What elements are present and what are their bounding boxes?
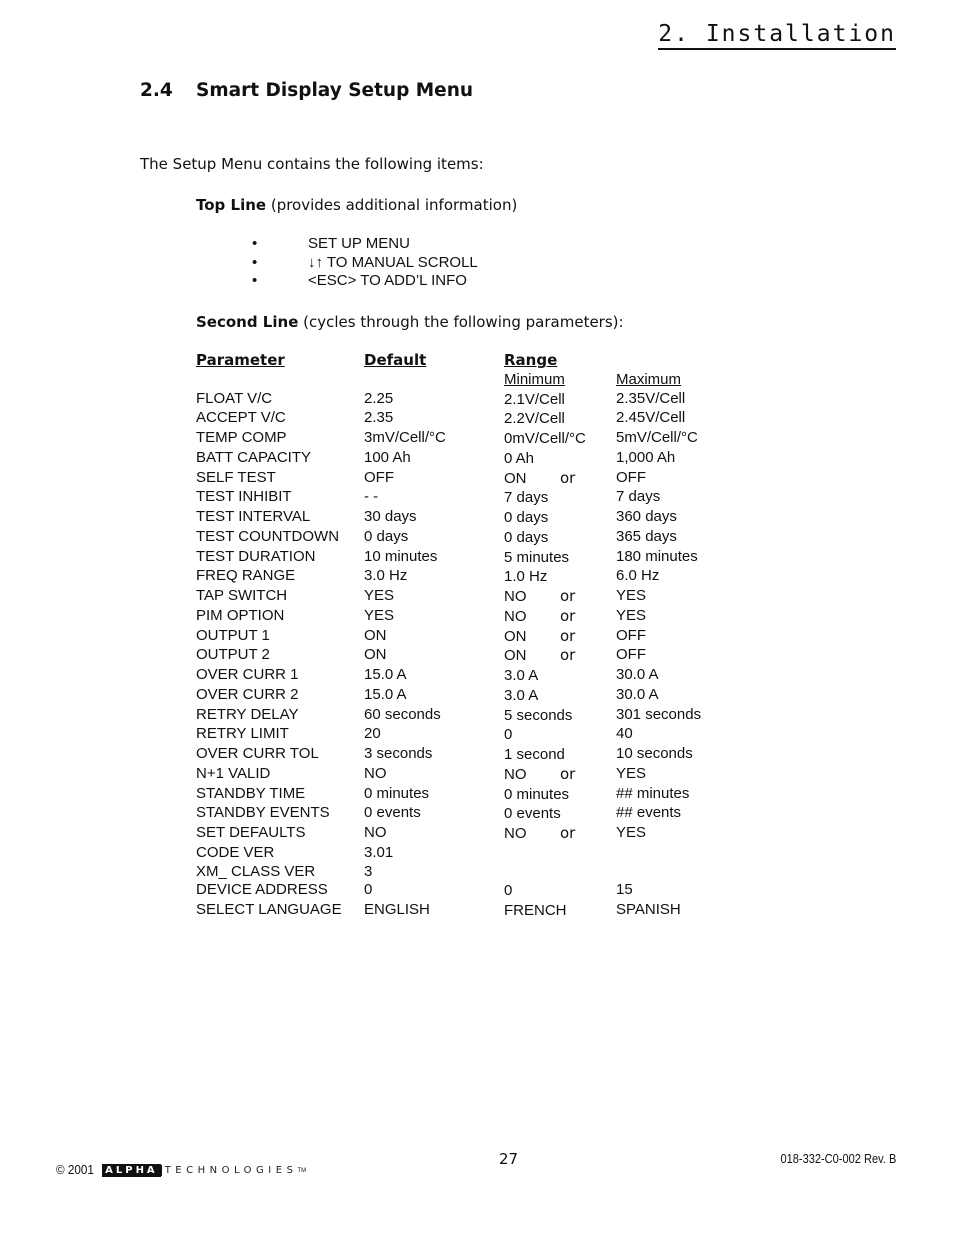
cell-minimum-value: NO [504,765,527,783]
cell-default: 3mV/Cell/°C [364,429,446,446]
cell-minimum [504,449,616,469]
or-text: or [560,606,576,625]
cell-minimum [504,666,616,686]
cell-parameter: FREQ RANGE [196,567,296,585]
cell-maximum: ## minutes [616,784,690,802]
cell-parameter: PIM OPTION [196,606,285,624]
table-row [196,548,736,568]
cell-default: YES [364,606,395,624]
bullet-icon: • [252,253,258,271]
or-text: or [560,587,576,605]
cell-maximum: 6.0 Hz [616,567,660,585]
cell-parameter: OVER CURR 1 [196,666,299,683]
cell-parameter: OUTPUT 1 [196,626,270,644]
table-row [196,567,736,587]
cell-default: 3.01 [364,843,394,861]
logo-trademark: TM [297,1167,307,1174]
table-row [196,844,736,863]
cell-parameter: OUTPUT 2 [196,646,270,664]
cell-maximum [616,844,736,863]
cell-default: 0 days [364,527,409,545]
chapter-title: 2. Installation [658,20,896,50]
cell-maximum [616,863,736,882]
cell-minimum [504,804,616,824]
top-line-label: Top Line [196,196,267,214]
cell-parameter: STANDBY TIME [196,784,306,802]
header-minimum: Minimum [504,370,565,388]
cell-maximum: 2.35V/Cell [616,389,686,407]
intro-text: The Setup Menu contains the following items: [140,155,484,173]
cell-minimum [504,765,616,785]
header-range: Range [504,351,558,369]
cell-parameter: OVER CURR 2 [196,685,299,703]
cell-parameter: TEMP COMP [196,429,287,446]
cell-maximum: 10 seconds [616,745,693,762]
cell-minimum [504,881,616,901]
cell-default: 2.35 [364,409,394,427]
header-parameter: Parameter [196,351,285,369]
cell-minimum [504,725,616,745]
cell-maximum: 30.0 A [616,685,659,703]
cell-default: ENGLISH [364,901,430,918]
cell-minimum-value: 5 minutes [504,548,570,566]
cell-minimum [504,390,616,410]
top-line-heading [196,196,517,214]
cell-minimum-value: 3.0 A [504,686,539,704]
cell-parameter: RETRY LIMIT [196,725,289,743]
or-text: or [560,764,576,783]
list-item-text: <ESC> TO ADD’L INFO [308,272,467,290]
cell-minimum-value: NO [504,607,527,625]
cell-default: ON [364,646,387,664]
cell-maximum: 30.0 A [616,666,659,683]
cell-maximum: 2.45V/Cell [616,409,686,427]
copyright [56,1162,306,1177]
cell-maximum: 40 [616,725,633,743]
table-row [196,881,736,901]
table-row [196,449,736,469]
cell-maximum: SPANISH [616,901,681,918]
cell-maximum: OFF [616,468,646,486]
cell-parameter: N+1 VALID [196,764,271,782]
cell-default: 0 events [364,804,421,822]
document-number: 018-332-C0-002 Rev. B [780,1151,896,1166]
table-row [196,429,736,449]
cell-minimum-value: FRENCH [504,902,567,919]
section-title: Smart Display Setup Menu [196,80,474,101]
or-text: or [560,824,576,842]
copyright-text: © 2001 [56,1162,94,1177]
table-row [196,409,736,429]
cell-minimum-value: 0 days [504,528,549,546]
header-maximum: Maximum [616,370,682,388]
cell-parameter: TEST INHIBIT [196,488,292,506]
list-item-text: ↓↑ TO MANUAL SCROLL [308,253,478,271]
cell-parameter: SELF TEST [196,468,276,486]
cell-parameter: SET DEFAULTS [196,824,306,841]
cell-maximum: YES [616,824,647,841]
cell-minimum-value: ON [504,469,527,487]
or-text: or [560,626,576,645]
cell-parameter: DEVICE ADDRESS [196,881,328,899]
bullet-icon: • [252,272,258,290]
cell-parameter: TEST COUNTDOWN [196,527,340,545]
cell-default: NO [364,764,387,782]
cell-minimum [504,528,616,548]
cell-maximum: 180 minutes [616,547,698,565]
cell-default: OFF [364,468,394,486]
cell-default: 60 seconds [364,705,441,723]
table-row [196,508,736,528]
cell-minimum-value: 0 [504,726,513,744]
cell-minimum-value: 2.1V/Cell [504,390,565,408]
section-heading [140,80,473,101]
cell-default: 3 [364,862,373,880]
cell-minimum [504,587,616,607]
cell-minimum [504,824,616,844]
cell-minimum [504,901,616,921]
second-line-heading [196,313,624,331]
cell-maximum: 1,000 Ah [616,448,676,466]
cell-minimum-value: 3.0 A [504,667,539,684]
cell-parameter: OVER CURR TOL [196,745,319,762]
logo-technologies-text: TECHNOLOGIES [161,1165,298,1176]
cell-minimum-value: 0 minutes [504,785,570,803]
cell-minimum [504,646,616,666]
table-row [196,706,736,726]
cell-minimum [504,844,616,863]
cell-minimum [504,627,616,647]
cell-minimum-value: 7 days [504,489,549,507]
cell-maximum: ## events [616,804,682,822]
table-row [196,863,736,882]
cell-default: YES [364,587,395,604]
cell-default: 0 [364,881,373,899]
cell-maximum: YES [616,764,647,782]
list-item [196,272,478,291]
cell-default: 20 [364,725,381,743]
table-row [196,469,736,489]
list-item-text: SET UP MENU [308,235,410,252]
cell-minimum [504,863,616,882]
cell-minimum-value: ON [504,627,527,645]
table-row [196,765,736,785]
table-row [196,804,736,824]
cell-minimum-value: 2.2V/Cell [504,410,565,428]
cell-parameter: RETRY DELAY [196,705,299,723]
cell-default: ON [364,626,387,644]
cell-minimum [504,508,616,528]
section-number: 2.4 [140,80,173,101]
header-default: Default [364,351,427,369]
table-row [196,725,736,745]
table-row [196,824,736,844]
cell-default: 0 minutes [364,784,430,802]
table-row [196,607,736,627]
table-body [196,390,736,921]
table-row [196,745,736,765]
or-text: or [560,646,576,665]
cell-default: - - [364,488,379,506]
cell-minimum [504,785,616,805]
cell-default: 30 days [364,508,417,525]
cell-maximum: YES [616,587,647,604]
cell-maximum: 15 [616,881,633,899]
cell-parameter: FLOAT V/C [196,389,273,407]
page-number: 27 [499,1150,519,1168]
bullet-icon: • [252,235,258,252]
cell-minimum [504,706,616,726]
or-text: or [560,468,576,487]
cell-minimum [504,429,616,449]
cell-maximum: YES [616,606,647,624]
cell-minimum-value: 0 days [504,509,549,526]
cell-maximum: 301 seconds [616,705,702,723]
table-row [196,666,736,686]
cell-minimum-value: 0mV/Cell/°C [504,430,586,447]
table-row [196,390,736,410]
cell-minimum [504,607,616,627]
cell-maximum: 360 days [616,508,677,525]
cell-default: NO [364,824,387,841]
cell-default: 3 seconds [364,745,433,762]
cell-minimum-value: 5 seconds [504,706,573,724]
cell-parameter: ACCEPT V/C [196,409,286,427]
table-row [196,686,736,706]
cell-minimum-value: 0 Ah [504,449,535,467]
cell-minimum-value: ON [504,647,527,665]
cell-parameter: CODE VER [196,843,275,861]
cell-minimum-value: NO [504,588,527,605]
cell-minimum [504,409,616,429]
cell-maximum: 365 days [616,527,677,545]
cell-default: 100 Ah [364,448,411,466]
list-item [196,254,478,273]
cell-default: 3.0 Hz [364,567,408,585]
table-row [196,785,736,805]
second-line-label: Second Line [196,313,299,331]
cell-minimum-value: 1 second [504,746,565,763]
table-row [196,646,736,666]
cell-minimum-value: NO [504,825,527,842]
cell-minimum [504,686,616,706]
top-line-list [196,235,478,291]
cell-default: 15.0 A [364,666,407,683]
cell-minimum-value: 0 events [504,805,561,823]
table-row [196,488,736,508]
cell-minimum [504,469,616,489]
cell-default: 15.0 A [364,685,407,703]
cell-minimum [504,488,616,508]
table-subheader-row [196,370,736,390]
cell-minimum [504,548,616,568]
cell-parameter: BATT CAPACITY [196,448,312,466]
cell-maximum: 7 days [616,488,661,506]
alpha-technologies-logo [102,1164,306,1177]
parameter-table [196,351,736,921]
table-row [196,528,736,548]
cell-default: 2.25 [364,389,394,407]
table-header-row [196,351,736,370]
cell-maximum: OFF [616,646,646,664]
top-line-note: (provides additional information) [270,196,518,214]
logo-alpha-mark: ALPHA [102,1164,161,1177]
cell-parameter: TEST INTERVAL [196,508,311,525]
cell-minimum [504,567,616,587]
cell-maximum: OFF [616,626,646,644]
cell-parameter: XM_ CLASS VER [196,862,316,880]
table-row [196,587,736,607]
cell-parameter: STANDBY EVENTS [196,804,330,822]
cell-parameter: TAP SWITCH [196,587,288,604]
list-item [196,235,478,254]
cell-parameter: SELECT LANGUAGE [196,901,342,918]
table-row [196,627,736,647]
cell-minimum [504,745,616,765]
cell-minimum-value: 1.0 Hz [504,568,548,586]
table-row [196,901,736,921]
cell-default: 10 minutes [364,547,438,565]
second-line-note: (cycles through the following parameters): [303,313,624,331]
cell-maximum: 5mV/Cell/°C [616,429,698,446]
cell-parameter: TEST DURATION [196,547,316,565]
cell-minimum-value: 0 [504,882,513,900]
